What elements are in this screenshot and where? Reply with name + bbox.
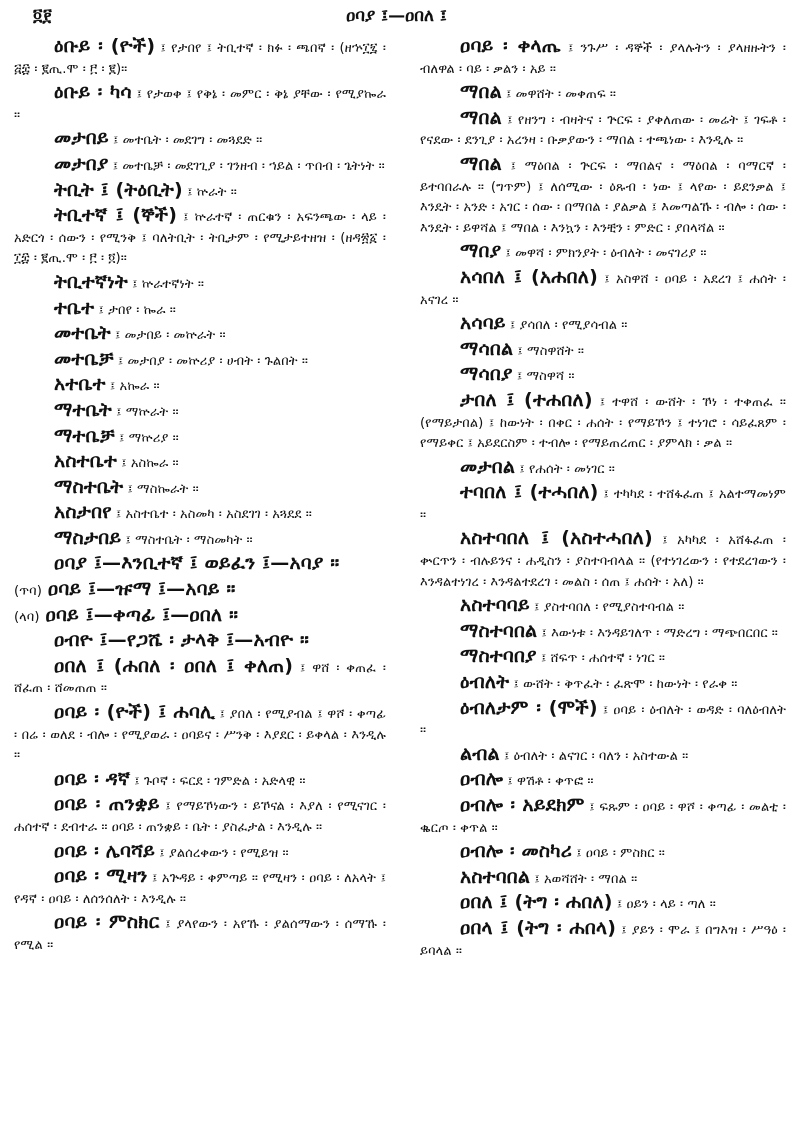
dictionary-entry [420,267,786,311]
dictionary-entry [14,272,386,296]
entry-tag: (ላባ) [14,609,40,625]
dictionary-entry [14,205,386,270]
entry-definition: ፤ ጉቦኛ ፡ ፍርደ ፡ ገምድል ፡ አድላዊ ። [134,773,306,789]
dictionary-entry [420,621,786,645]
dictionary-entry [420,36,786,80]
entry-definition: ፤ ውሸት ፡ ቅጥፈት ፡ ፈጽሞ ፡ ከውነት ፡ የራቀ ። [513,677,738,693]
dictionary-entry [14,180,386,204]
entry-headword: ዐባይ ፡ ቀላጤ [460,35,561,57]
entry-headword: ማስተባበያ [460,645,537,668]
entry-definition: ፤ ያበለ ፡ የሚያብል ፤ ዋሾ ፡ ቀጣፊ ፡ በሬ ፡ ወለደ ፡ ብሎ ፡ የሚያወራ ፡ ዐባይና ፡ ሥንቅ ፡ እያደር ፡ ይቀላል ፡ እንዲሉ ። [14,707,386,764]
entry-headword: ዐብሎ ፡ አይደክም [460,794,585,816]
dictionary-entry [14,82,386,126]
entry-headword: ማስታበይ [54,526,122,549]
entry-definition: ፤ መታበይ ፡ መኵራት ። [114,328,226,344]
entry-headword: ተቤተ [54,296,95,319]
entry-definition: ፤ አወሻሸት ፡ ማበል ። [534,871,638,887]
dictionary-entry [14,579,386,603]
entry-headword: ማሳበያ [460,363,513,386]
entry-headword: መታበል [460,455,516,478]
entry-headword: አስተባበል [460,865,531,888]
entry-definition: ፤ ያስተባበለ ፡ የሚያስተባብል ። [533,600,685,616]
dictionary-entry [14,400,386,424]
entry-headword: ዐበለ ፤ (ሐበለ ፡ ዐበለ ፤ ቀለጠ) [54,654,294,677]
entry-definition: ፤ ተዋሸ ፡ ውሸት ፡ ኾነ ፡ ተቀጠፈ ። (የማይታበል) ፤ ከውነት ፡ በቀር ፡ ሐሰት ፡ የማይኾን ፤ ተነገሮ ፡ ሳይፈጸም ፡ የማይቀር ፤ አይደርስም ፡ ተብሎ ፡ የማይጠረጠር ፡ ያምላክ ፡ ቃል ። [420,394,786,452]
entry-definition: ፤ ዋሽቶ ፡ ቀጥፎ ። [507,774,594,790]
dictionary-entry [14,656,386,700]
dictionary-entry [14,128,386,152]
dictionary-entry [420,108,786,152]
entry-headword: ተባበለ ፤ (ተሓበለ) [460,481,599,504]
entry-definition: ፤ የታወቀ ፤ የቅኔ ፡ መምር ፡ ቅኔ ያቸው ፡ የሚያኰራ ። [14,87,386,123]
dictionary-entry [420,769,786,793]
entry-definition: ፤ ማስኰራት ። [127,481,199,497]
entry-headword: አስታበየ [54,501,112,524]
entry-definition: ፤ ዐባይ ፡ ዕብለት ፡ ወዳድ ፡ ባለዕብለት ። [420,702,786,739]
entry-headword: ዐብሎ [460,768,504,791]
entry-headword: መተቤት [54,322,111,345]
entry-definition: ፤ የሐሰት ፡ መነገር ። [519,461,615,477]
dictionary-entry [14,553,386,577]
dictionary-entry [420,892,786,916]
entry-headword: ዐባይ ፤—ዡማ ፤—አባይ ። [47,578,236,601]
dictionary-entry [14,451,386,475]
dictionary-entry [420,339,786,363]
entry-definition: ፤ የማይኾነውን ፡ ይኾናል ፡ እያለ ፡ የሚናገር ፡ ሐሰተኛ ፡ ደብተራ ። ዐባይ ፡ ጠንቋይ ፡ ቤት ፡ ያስፈታል ፡ እንዲሉ ። [14,799,386,835]
dictionary-entry [14,841,386,865]
dictionary-entry [14,769,386,793]
entry-definition: ፤ የዘንግ ፡ ብዛትና ፡ ጕርፍ ፡ ያቀለጠው ፡ መሬት ፤ ገፍቶ ፡ የናደው ፡ ደንጊያ ፡ አረንዛ ፡ ቡቃያውን ፡ ማበል ፡ ተጫነው ፡ እንዲሉ ። [420,112,786,149]
dictionary-entry [420,241,786,265]
dictionary-entry [14,794,386,838]
entry-headword: ዐብዮ ፤—የጋሼ ፡ ታላቅ ፤—አብዮ ። [54,629,310,652]
left-column [14,36,386,959]
dictionary-entry [420,457,786,481]
entry-headword: ዐባይ ፡ ምስክር [54,911,160,934]
dictionary-entry [420,795,786,839]
entry-definition: ፤ ዐይን ፡ ላይ ፡ ጣለ ። [616,897,716,913]
right-column [420,36,786,964]
entry-headword: ዐባይ ፡ ዳኛ [54,767,131,790]
dictionary-entry [14,154,386,178]
dictionary-entry [420,390,786,455]
entry-headword: አተቤተ [54,373,106,396]
entry-definition: ፤ መተቤቻ ፡ መደገጊያ ፡ ገንዘብ ፡ ኀይል ፡ ጥበብ ፡ ጌትነት ። [112,158,385,174]
entry-headword: መታበይ [54,127,109,150]
page-number: ፬፻ [33,6,52,26]
entry-definition: ፤ አጕዳይ ፡ ቀምጣይ ። የሚዛን ፡ ዐባይ ፡ ለአላት ፤ የዳኛ ፡ ዐባይ ፡ ለሰንሰለት ፡ እንዲሉ ። [14,871,386,907]
dictionary-entry [14,477,386,501]
entry-definition: ፤ ማስተቤት ፡ ማስመካት ። [125,532,253,548]
entry-headword: ታበለ ፤ (ተሐበለ) [460,388,593,411]
entry-definition: ፤ መተቤት ፡ መደገግ ፡ መጓደድ ። [112,133,263,149]
dictionary-entry [420,841,786,865]
entry-definition: ፤ ማኵራት ። [116,404,179,420]
entry-definition: ፤ የታበየ ፤ ትቢተኛ ፡ ክፉ ፡ ጫበኛ ፡ (ዘኍ፲፯ ፡ ፭፰ ፡ ፪ጢ.ሞ ፡ ፫ ፡ ፪)። [14,41,386,77]
entry-headword: አስተባበለ ፤ (አስተሓበለ) [460,527,653,550]
entry-headword: ዐባይ ፡ ሚዛን [54,865,148,888]
entry-definition: ፤ መታበያ ፡ መኵሪያ ፡ ሀብት ፡ ጉልበት ። [117,353,309,369]
entry-definition: ፤ ኵራተኛ ፡ ጠርቁን ፡ አፍንጫው ፡ ላይ ፡ አድርጎ ፡ ሰውን ፡ የሚንቅ ፤ ባለትቢት ፡ ትቢታም ፡ የሚታይተዘዝ ፡ (ዘዳ፳፩ ፡ ፲፰ ፡ ፪ጢ.ሞ ፡ ፫ ፡ ፬)። [14,210,386,267]
running-title: ዐባያ ፤—ዐበለ ፤ [346,6,447,26]
dictionary-entry [420,364,786,388]
entry-headword: ዕቡይ ፡ ካሳ [54,81,132,104]
dictionary-entry [14,702,386,767]
dictionary-entry [14,502,386,526]
dictionary-entry [420,698,786,742]
dictionary-entry [420,313,786,337]
entry-definition: ፤ ዐባይ ፡ ምስክር ። [576,846,665,862]
dictionary-entry [14,630,386,654]
entry-definition: ፤ ዋሸ ፡ ቀጠፈ ፡ ሸፈጠ ፡ ሸመጠጠ ። [14,660,386,697]
entry-headword: መታበያ [54,152,109,175]
entry-tag: (ጥባ) [14,584,42,600]
entry-headword: ትቢተኛነት [54,270,128,293]
entry-definition: ፤ ማዕበል ፡ ጕርፍ ፡ ማበልና ፡ ማዕበል ፡ ባማርኛ ፡ ይተባበራሉ ። (ግጥም) ፤ ለሰሚው ፡ ዕጹብ ፡ ነው ፤ ላየው ፡ ይደንቃል ፤ እንዴት ፡ አንድ ፡ አገር ፡ ሰው ፡ በማበል ፡ ያልቃል ፤ እመጣልኹ ፡ ብሎ ፡ ሰው ፡ እንዴት ፡ ይዋሻል ፤ ማበል ፡ እንኳን ፡ እንቺን ፡ ምድር ፡ ያበላሻል ። [420,158,786,236]
entry-definition: ፤ ማስዋሸት ። [517,343,584,359]
entry-definition: ፤ ያይን ፡ ሞራ ፤ በግእዝ ፡ ሥዓዕ ፡ ይባላል ። [420,922,786,959]
entry-headword: መተቤቻ [54,347,114,370]
dictionary-entry [14,528,386,552]
entry-definition: ፤ ኵራተኛነት ። [132,276,205,292]
dictionary-entry [14,866,386,910]
dictionary-entry [14,374,386,398]
entry-headword: ዐባይ ፡ (ዮች) ፤ ሐባሊ [54,701,216,724]
dictionary-entry [14,605,386,629]
entry-headword: አስተቤተ [54,450,118,473]
entry-headword: አሳበለ ፤ (አሐበለ) [460,265,598,288]
entry-headword: አሳባይ [460,312,506,335]
page-header [0,4,793,30]
entry-definition: ፤ አስተቤተ ፡ አስመካ ፡ አስደገገ ፡ አጓደደ ። [115,507,312,523]
entry-headword: ማስተባበል [460,619,538,642]
dictionary-entry [14,298,386,322]
entry-definition: ፤ አካካደ ፡ አሸፋፈጠ ፡ ቍርጥን ፡ ብሉይንና ፡ ሐዲስን ፡ ያስተባብላል ። (የተነገረውን ፡ የተደረገውን ፡ እንዳልተነገረ ፡ እንዳልተደረገ ፡ መልስ ፡ ሰጠ ፤ ሐሰት ፡ አለ) ። [420,533,786,590]
dictionary-entry [420,82,786,106]
entry-headword: ዐባያ ፤—እንቢተኛ ፤ ወይፈን ፤—አባያ ። [54,552,340,575]
dictionary-entry [420,482,786,526]
entry-headword: ዕቡይ ፡ (ዮች) [54,35,156,57]
dictionary-entry [14,323,386,347]
entry-definition: ፤ እውነቱ ፡ እንዳይገለጥ ፡ ማድረግ ፡ ማጭበርበር ። [541,625,778,641]
entry-headword: ልብል [460,742,500,765]
entry-headword: ማበል [460,81,502,104]
dictionary-entry [420,918,786,962]
dictionary-entry [420,744,786,768]
entry-headword: ማሳበል [460,337,514,360]
entry-definition: ፤ ያሳበለ ፡ የሚያሳብል ። [509,318,628,334]
entry-definition: ፤ ያልሰረቀውን ፡ የሚይዝ ። [159,845,289,861]
entry-headword: ዐበለ ፤ (ትግ ፡ ሐበለ) [460,891,613,914]
entry-headword: ዐባይ ፡ ጠንቋይ [54,793,160,816]
entry-headword: ትቢተኛ ፤ (ኞች) [54,204,178,227]
entry-definition: ፤ ሸፍጥ ፡ ሐሰተኛ ፡ ነገር ። [540,651,666,667]
entry-headword: ማስተቤት [54,475,124,498]
dictionary-entry [420,528,786,593]
entry-headword: ማተቤቻ [54,424,115,447]
entry-headword: ዕብለት [460,671,510,694]
dictionary-entry [14,36,386,80]
entry-headword: ማበል [460,106,502,129]
entry-definition: ፤ ማኵሪያ ። [118,430,179,446]
dictionary-entry [420,672,786,696]
entry-definition: ፤ ኵራት ። [187,184,237,200]
entry-headword: ማበያ [460,240,502,263]
entry-headword: ማበል [460,152,502,175]
entry-definition: ፤ አኰራ ። [109,379,160,395]
entry-definition: ፤ ፍጹም ፡ ዐባይ ፡ ዋሾ ፡ ቀጣፊ ፡ መልቲ ፡ ቈርጦ ፡ ቀጥል ። [420,800,787,836]
entry-headword: አስተባባይ [460,594,530,617]
entry-headword: ዕብለታም ፡ (ሞች) [460,696,598,719]
dictionary-entry [420,154,786,239]
dictionary-entry [14,912,386,956]
dictionary-entry [420,867,786,891]
entry-definition: ፤ መዋሻ ፡ ምክንያት ፡ ዕብለት ፡ መናገሪያ ። [505,246,707,262]
entry-headword: ዐበላ ፤ (ትግ ፡ ሐበላ) [460,916,617,939]
entry-definition: ፤ መዋሸት ፡ መቀጠፍ ። [506,87,617,103]
entry-headword: ትቢት ፤ (ትዕቢት) [54,178,183,201]
entry-definition: ፤ አስዋሸ ፡ ዐባይ ፡ አደረገ ፤ ሐሰት ፡ አናገረ ። [420,271,786,308]
dictionary-entry [14,426,386,450]
entry-definition: ፤ ንጉሥ ፡ ዳኞች ፡ ያላሉትን ፡ ያላዘዙትን ፡ ብለዋል ፡ ባይ ፡ ቃልን ፡ አይ ። [420,41,786,77]
entry-definition: ፤ አስኰራ ። [121,456,179,472]
entry-definition: ፤ ታበየ ፡ ኰራ ። [98,302,176,318]
dictionary-entry [14,349,386,373]
entry-headword: ዐባይ ፤—ቀጣፊ ፤—ዐበለ ። [45,603,239,626]
entry-definition: ፤ ማስዋሻ ። [516,369,575,385]
entry-definition: ፤ ዕብለት ፡ ልናገር ፡ ባለን ፡ አስተውል ። [503,748,689,764]
entry-headword: ዐባይ ፡ ሌባሻይ [54,839,156,862]
entry-definition: ፤ ያላየውን ፡ አየኹ ፡ ያልሰማውን ፡ ሰማኹ ፡ የሚል ። [14,917,386,953]
dictionary-entry [420,595,786,619]
entry-definition: ፤ ተካካደ ፡ ተሸፋፈጠ ፤ አልተማመነም ። [420,487,786,523]
entry-headword: ዐብሎ ፡ መስካሪ [460,840,573,863]
entry-headword: ማተቤት [54,398,112,421]
dictionary-entry [420,646,786,670]
